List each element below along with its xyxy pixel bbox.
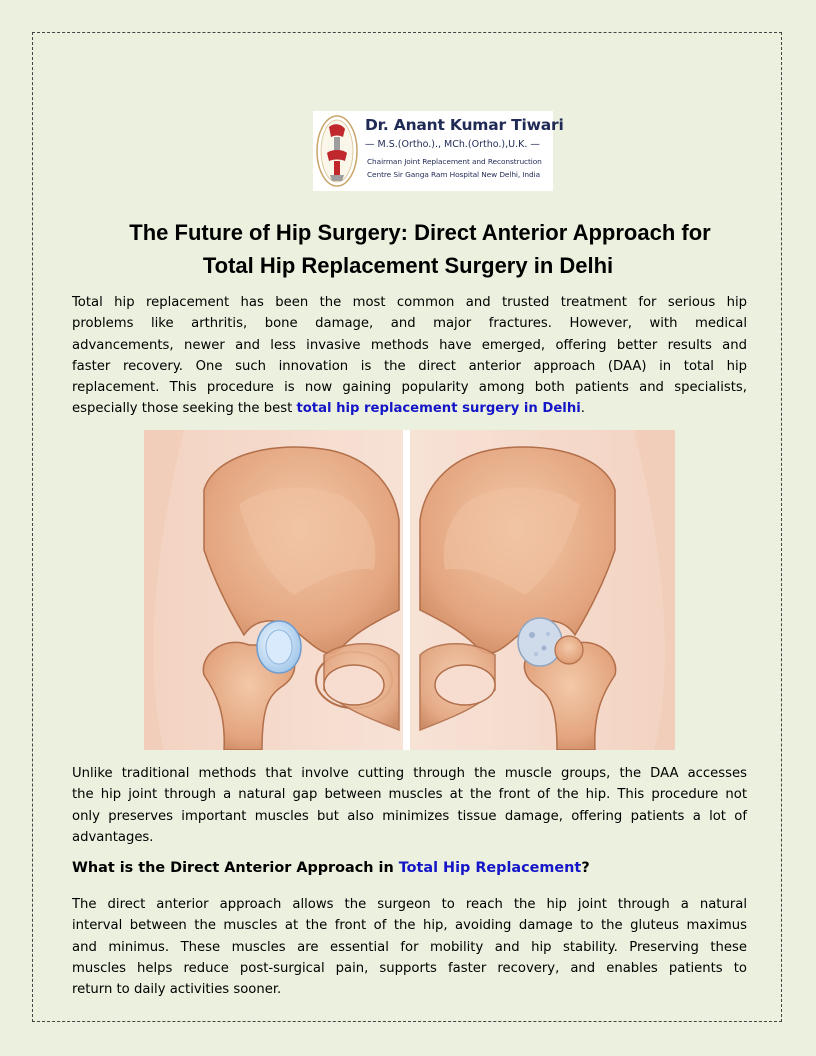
pelvis-hip-implant-image <box>144 430 675 750</box>
doctor-name: Dr. Anant Kumar Tiwari <box>365 116 564 134</box>
explanation-line: and minimus. These muscles are essential for mobility and hip stability. Preserving these <box>72 939 747 955</box>
section-heading <box>72 860 590 876</box>
daa-line: the hip joint through a natural gap between muscles at the front of the hip. This procedure not <box>72 787 747 803</box>
explanation-line: interval between the muscles at the front of the hip, avoiding damage to the gluteus maximus <box>72 918 747 934</box>
intro-line: advancements, newer and less invasive methods have emerged, offering better results and <box>72 337 747 353</box>
explanation-paragraph <box>72 894 747 1000</box>
clinic-logo <box>313 111 564 191</box>
intro-line: replacement. This procedure is now gaining popularity among both patients and specialists, <box>72 380 747 396</box>
title-line-1: The Future of Hip Surgery: Direct Anterior Approach for <box>129 220 711 245</box>
intro-last-prefix: especially those seeking the best <box>72 401 297 417</box>
article-title <box>72 216 744 282</box>
intro-line: faster recovery. One such innovation is the direct anterior approach (DAA) in total hip <box>72 358 747 374</box>
daa-line: Unlike traditional methods that involve cutting through the muscle groups, the DAA accesses <box>72 766 747 781</box>
daa-line: advantages. <box>72 829 154 845</box>
intro-last-line <box>72 398 747 419</box>
daa-paragraph <box>72 763 747 848</box>
doctor-credentials: — M.S.(Ortho.)., MCh.(Ortho.),U.K. — <box>365 139 540 150</box>
intro-last-suffix: . <box>580 401 585 417</box>
daa-line: only preserves important muscles but also minimizes tissue damage, offering patients a lot of <box>72 808 747 824</box>
explanation-line: The direct anterior approach allows the surgeon to reach the hip joint through a natural <box>72 897 747 912</box>
hip-knee-logo-icon <box>315 113 360 188</box>
intro-line: problems like arthritis, bone damage, and major fractures. However, with medical <box>72 316 747 332</box>
explanation-line: return to daily activities sooner. <box>72 982 282 998</box>
intro-paragraph <box>72 292 747 420</box>
total-hip-replacement-link[interactable]: Total Hip Replacement <box>398 860 582 876</box>
heading-suffix: ? <box>581 860 590 876</box>
pelvis-illustration <box>144 430 675 750</box>
doctor-title-line-2: Centre Sir Ganga Ram Hospital New Delhi, India <box>367 170 540 179</box>
hip-replacement-delhi-link[interactable]: total hip replacement surgery in Delhi <box>296 401 581 417</box>
heading-prefix: What is the Direct Anterior Approach in <box>72 860 399 876</box>
explanation-line: muscles helps reduce post-surgical pain, supports faster recovery, and enables patients to <box>72 960 747 976</box>
title-line-2: Total Hip Replacement Surgery in Delhi <box>202 253 614 278</box>
doctor-title-line-1: Chairman Joint Replacement and Reconstruction <box>367 157 542 166</box>
intro-line: Total hip replacement has been the most common and trusted treatment for serious hip <box>72 295 747 310</box>
